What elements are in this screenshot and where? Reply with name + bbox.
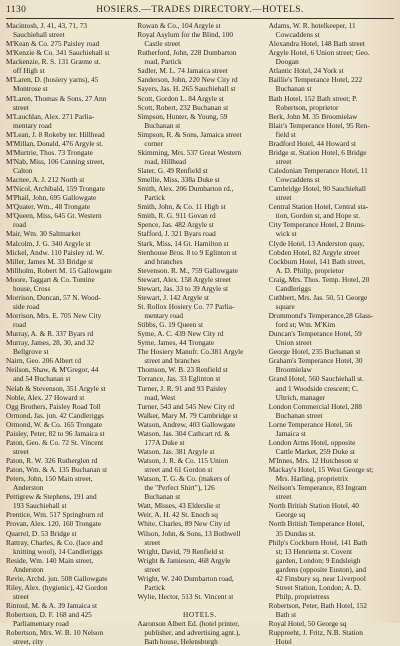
directory-entry: Turner, J. R. 91 and 93 Paisley <box>137 383 227 393</box>
directory-entry <box>137 601 262 610</box>
directory-entry: Ogg Brothers, Paisley Road Toll <box>6 401 101 411</box>
directory-entry: Wylie, Hector, 513 St. Vincent st <box>137 591 234 601</box>
directory-entry: Robertson, Mrs. W. B. 10 Nelson <box>6 628 104 638</box>
directory-entry: Cuthbert, Mrs. Jas. 50, 51 George <box>268 292 368 302</box>
directory-entry: George Hotel, 235 Buchanan st <box>268 347 361 357</box>
directory-entry: Cockburn Hotel, 141 Bath street, <box>268 256 366 266</box>
directory-entry: London Commercial Hotel, 288 <box>268 401 362 411</box>
directory-entry: Syme, A. C. 439 New City rd <box>137 329 224 339</box>
columns <box>6 21 394 646</box>
directory-entry: Rintoul, M. & A. 39 Jamaica st <box>6 601 98 610</box>
directory-entry: Central Station Hotel, Central sta- <box>268 202 369 212</box>
entry-continuation: Street Station, London; A. D. <box>275 582 361 592</box>
directory-entry: Paton, Geo. & Co. 72 St. Vincent <box>6 437 104 447</box>
entry-continuation: Robertson, proprietor <box>275 102 339 112</box>
entry-continuation: road, Partick <box>144 57 182 67</box>
page-header <box>6 3 394 17</box>
entry-continuation: Sauchiehall street <box>13 30 65 40</box>
directory-entry: Neilson, Shaw, & M'Gregor, 44 <box>6 365 99 375</box>
directory-entry: Walker, Mary M. 79 Cambridge st <box>137 410 238 420</box>
directory-entry: London Arms Hotel, opposite <box>268 437 356 447</box>
entry-continuation: A. D. Philip, proprietor <box>275 265 344 275</box>
directory-entry: M'Kean & Co. 275 Paisley road <box>6 39 100 49</box>
directory-entry: Stewart, Jas. 33 to 39 Argyle st <box>137 283 228 293</box>
header-rule <box>6 18 394 19</box>
directory-entry: Stenhouse Bros. 8 to 9 Eglinton st <box>137 247 237 257</box>
directory-entry: M'Murtrie, Thos. 73 Trongate <box>6 147 93 157</box>
directory-entry: Paton, Wm. & A. 135 Buchanan st <box>6 465 108 475</box>
directory-entry: M'Lean, J. 8 Rokeby ter. Hillhead <box>6 129 105 139</box>
directory-entry: Paton, R. W. 326 Rutherglen rd <box>6 456 98 465</box>
directory-entry: Ormond, W. & Co. 165 Trongate <box>6 419 103 429</box>
directory-entry: Scott, Robert, 232 Buchanan st <box>137 102 229 112</box>
entry-continuation: Calton <box>13 166 33 175</box>
entry-continuation: Parliamentary road <box>13 619 69 629</box>
directory-entry: M'Laren, D. (hosiery yarns), 45 <box>6 75 99 85</box>
directory-entry: St. Rollox Hosiery Co. 77 Parlia- <box>137 301 235 311</box>
directory-entry: Stafford, J. 321 Byars road <box>137 229 216 239</box>
entry-continuation: road, Hillhead <box>144 156 187 166</box>
directory-entry: Ruppreeht, J. Fritz, N.B. Station <box>268 628 363 638</box>
directory-entry: Alexandra Hotel, 148 Bath street <box>268 39 365 49</box>
directory-entry: Stevenson. R. M., 759 Gallowgate <box>137 265 238 275</box>
column-middle <box>137 21 262 646</box>
directory-entry: Graham's Temperance Hotel, 30 <box>268 356 363 366</box>
directory-entry: Rutherford, John, 228 Dumbarton <box>137 48 237 58</box>
entry-continuation: Philp, proprietress <box>275 591 330 601</box>
directory-entry: Riley, Alex. (hygienic), 42 Gordon <box>6 582 108 592</box>
directory-entry: Watson, T. G. & Co. (makers of <box>137 474 231 484</box>
entry-continuation: tion, Gordon st, and Hope st. <box>275 211 360 221</box>
entry-continuation: street <box>144 564 161 574</box>
directory-entry: Prentice, Wm. 517 Springburn rd <box>6 510 104 520</box>
page-number: 1130 <box>6 5 27 15</box>
entry-continuation: corner <box>144 138 163 148</box>
entry-continuation: side road <box>13 301 40 311</box>
directory-entry: Smith, R. G. 911 Govan rd <box>137 211 216 221</box>
directory-entry: Bradford Hotel, 44 Howard st <box>268 138 356 148</box>
directory-entry: Baillie's Temperance Hotel, 222 <box>268 75 363 85</box>
entry-continuation: Hotel <box>275 637 292 646</box>
entry-continuation: Ultrich, manager <box>275 392 326 402</box>
entry-continuation: mentary road <box>13 120 52 130</box>
directory-entry: Scott, Gordon L. 84 Argyle st <box>137 93 224 103</box>
directory-entry: Moore, Taggart & Co. Tontine <box>6 274 95 284</box>
entry-continuation: Jamaica st <box>275 428 306 438</box>
directory-entry: Quarrel, D. 53 Bridge st <box>6 528 77 538</box>
directory-entry: Murray, A. & R. 337 Byars rd <box>6 329 94 339</box>
directory-entry: Duncan's Temperance Hotel, 59 <box>268 329 362 339</box>
directory-entry: Miller, James M. 33 Bridge st <box>6 256 94 266</box>
entry-continuation: road <box>13 220 26 230</box>
directory-entry: Lorne Temperance Hotel, 56 <box>268 419 353 429</box>
entry-continuation: knitting wool), 14 Candleriggs <box>13 546 103 556</box>
entry-continuation: road <box>13 320 26 330</box>
directory-entry: Robertson, Peter, Bath Hotel, 152 <box>268 601 368 610</box>
directory-entry: M'Lauchlan, Alex. 271 Parlia- <box>6 111 95 121</box>
directory-entry: Syme, James, 44 Trongate <box>137 338 215 348</box>
entry-continuation: Doogan <box>275 57 299 67</box>
directory-entry: Skimming, Mrs. 537 Great Western <box>137 147 242 157</box>
directory-entry: M'Innes, Mrs. 12 Hutcheson st <box>268 456 359 465</box>
directory-entry: M'Phail, John, 695 Gallowgate <box>6 193 97 203</box>
directory-entry: Mackay's Hotel, 15 West George st; <box>268 465 374 475</box>
directory-entry: Sadler, M. L. 74 Jamaica street <box>137 66 228 76</box>
directory-entry: Argyle Hotel, 6 Union street; Geo. <box>268 48 370 58</box>
directory-entry: Bath Hotel, 152 Bath street; P. <box>268 93 358 103</box>
directory-entry: Reside, Wm. 140 Main street, <box>6 555 94 565</box>
directory-entry: Blair's Temperance Hotel, 95 Ren- <box>268 120 370 130</box>
directory-entry: Macnee, A. J. 212 North st <box>6 175 85 185</box>
directory-entry: M'Kenzie & Co. 341 Sauchiehall st <box>6 48 110 58</box>
directory-entry: Neilson's Temperance, 83 Ingram <box>268 483 367 493</box>
directory-entry: M'Nicol, Archibald, 159 Trongate <box>6 184 105 194</box>
entry-continuation: street <box>275 492 292 502</box>
directory-entry: M'Quater, Wm., 48 Trongate <box>6 202 90 212</box>
directory-entry: Sayers, Jas. H. 265 Sauchiehall st <box>137 84 236 94</box>
entry-continuation: publisher, and advertising agnt.), <box>144 628 241 638</box>
entry-continuation: Union street <box>275 338 312 348</box>
directory-entry: North British Temperance Hotel, <box>268 519 365 529</box>
entry-continuation: Partick <box>144 193 165 203</box>
directory-entry: Mackenzie, R. S. 131 Græme st. <box>6 57 101 67</box>
directory-entry: Morrison, Duncan, 57 N. Wood- <box>6 292 101 302</box>
directory-entry: Grand Hotel, 560 Sauchiehall st. <box>268 374 364 384</box>
directory-entry: Mair, Wm. 30 Saltmarket <box>6 229 81 239</box>
directory-entry: M'Laren, Thomas & Sons, 27 Ann <box>6 93 107 103</box>
entry-continuation: 35 Dundas st. <box>275 528 316 538</box>
entry-continuation: mentary road <box>144 311 184 320</box>
directory-entry: Watson, Andrew, 403 Gallowgate <box>137 419 236 429</box>
entry-continuation: street <box>13 446 29 456</box>
directory-entry: Bridge st. Station Hotel, 6 Bridge <box>268 147 367 157</box>
entry-continuation: street <box>144 537 161 547</box>
entry-continuation: 193 Sauchiehall st <box>13 501 67 511</box>
entry-continuation: ford st; Wm. M'Kim <box>275 320 336 330</box>
directory-entry: Drummond's Temperance,28 Glass- <box>268 311 374 320</box>
directory-entry: Malcolm, J. G. 340 Argyle st <box>6 238 91 248</box>
directory-entry: Aaronson Albert Ed. (hotel printer, <box>137 619 240 629</box>
directory-entry: Mickel, Andw. 110 Paisley rd. W. <box>6 247 104 257</box>
entry-continuation: street <box>13 102 29 112</box>
directory-entry: Ormond, Jas. jun. 42 Candleriggs <box>6 410 104 420</box>
entry-continuation: street and branches <box>144 356 201 366</box>
entry-continuation: wick st <box>275 229 297 239</box>
entry-continuation: street, city <box>13 637 44 646</box>
directory-entry: Wright, David, 79 Renfield st <box>137 546 224 556</box>
directory-entry: Watt, Misses, 43 Elderslie st <box>137 501 221 511</box>
directory-entry: Morrison, Mrs. E. 705 New City <box>6 311 102 320</box>
entry-continuation: Buchanan st <box>275 84 312 94</box>
directory-entry: Watson, Jas. 304 Cathcart rd. & <box>137 428 230 438</box>
entry-continuation: Buchanan st <box>144 120 181 130</box>
directory-entry: Millholm, Robert M. 15 Gallowgate <box>6 265 112 275</box>
entry-continuation: Cowcaddens st <box>275 30 320 40</box>
directory-entry: Wilson, John, & Sons, 13 Bothwell <box>137 528 241 538</box>
directory-entry: Robertson, D. F. 168 and 425 <box>6 610 92 620</box>
entry-continuation: square <box>275 301 295 311</box>
entry-continuation: and 1 Woodside crescent; C. <box>275 383 359 393</box>
entry-continuation: street <box>275 156 292 166</box>
directory-entry: Cambridge Hotel, 90 Sauchiehall <box>268 184 366 194</box>
directory-entry: Watson, Jas. 381 Argyle st <box>137 446 215 456</box>
entry-continuation: gardens (opposite Euston), and <box>275 564 367 574</box>
entry-continuation: Buchanan st <box>144 492 181 502</box>
entry-continuation: Montrose st <box>13 84 48 94</box>
directory-entry: Watson, J. R. & Co. 115 Union <box>137 456 229 465</box>
directory-entry: Royal Hotel, 50 George sq <box>268 619 347 629</box>
entry-continuation: Anderston <box>13 483 44 493</box>
entry-continuation: garden, London; 9 Endsleigh <box>275 555 361 565</box>
directory-entry: Murray, James, 28, 30, and 32 <box>6 338 95 348</box>
directory-entry: The Hosiery Manufr. Co.381 Argyle <box>137 347 244 357</box>
directory-entry: Noble, Alex. 27 Howard st <box>6 392 85 402</box>
entry-continuation: Buchanan street <box>275 410 323 420</box>
directory-entry: Macintosh, J. 41, 43, 71, 73 <box>6 21 88 30</box>
directory-entry: Cobden Hotel, 82 Argyle street <box>268 247 360 257</box>
column-right <box>268 21 394 646</box>
directory-entry: Pettigrew & Stephens, 191 and <box>6 492 97 502</box>
entry-continuation: George sq <box>275 510 306 520</box>
entry-continuation: street <box>13 591 29 601</box>
entry-continuation: the "Perfect Shirt"), 126 <box>144 483 215 493</box>
directory-entry: Berk, John M. 35 Broomielaw <box>268 111 358 121</box>
directory-entry: Torrance, Jas. 33 Eglinton st <box>137 374 221 384</box>
column-left <box>6 21 131 646</box>
directory-entry: Peters, John, 150 Main street, <box>6 474 93 484</box>
directory-entry: Philp's Cockburn Hotel, 141 Bath <box>268 537 368 547</box>
entry-continuation: off High st <box>13 66 45 76</box>
entry-continuation: Anderston <box>13 564 44 574</box>
directory-entry: Smellie, Miss, 338a Duke st <box>137 175 220 185</box>
directory-entry: Revie, Archd. jun. 508 Gallowgate <box>6 573 108 583</box>
directory-entry: Spence, Jas. 482 Argyle st <box>137 220 214 230</box>
directory-entry: Paisley, Peter, 82 to 96 Jamaica st <box>6 428 105 438</box>
directory-entry: Provan, Alex. 120, 160 Trongate <box>6 519 102 529</box>
directory-entry: Atlantic Hotel, 24 York st <box>268 66 344 76</box>
directory-entry: Nairn, Geo. 206 Albert rd <box>6 356 81 366</box>
directory-entry: Thomson, W. B. 23 Renfield st <box>137 365 228 375</box>
entry-continuation: Bath st <box>275 610 297 620</box>
directory-entry: Royal Asylum for the Blind, 100 <box>137 30 233 40</box>
directory-entry: Caledonian Temperance Hotel, 11 <box>268 166 368 175</box>
directory-entry: City Temperance Hotel, 2 Bruns- <box>268 220 366 230</box>
directory-entry: Simpson, Hunter, & Young, 59 <box>137 111 228 121</box>
directory-entry: Stark, Miss, 14 Gt. Hamilton st <box>137 238 229 248</box>
entry-continuation: Cattle Market, 259 Duke st <box>275 446 355 456</box>
entry-continuation: 177A Duke st <box>144 437 185 447</box>
entry-continuation: st; 13 Henrietta st. Covent <box>275 546 353 556</box>
entry-continuation: Partick <box>144 582 165 592</box>
directory-entry: White, Charles, 89 New City rd <box>137 519 230 529</box>
entry-continuation: street <box>275 193 292 203</box>
entry-continuation: field st <box>275 129 296 139</box>
directory-entry: Stibbs, G. 19 Queen st <box>137 320 204 330</box>
directory-entry: M'Nab, Miss, 106 Canning street, <box>6 156 105 166</box>
directory-entry: Wright, W. 240 Dumbarton road, <box>137 573 234 583</box>
entry-continuation: Mrs. Harling, proprietrix <box>275 474 349 484</box>
directory-entry: Rattray, Charles, & Co. (lace and <box>6 537 103 547</box>
directory-entry: Simpson, R. & Sons, Jamaica street <box>137 129 242 139</box>
entry-continuation: Bellgrove st <box>13 347 49 357</box>
directory-entry: Turner, 543 and 545 New City rd <box>137 401 235 411</box>
entry-continuation: street and 61 Gordon st <box>144 465 213 475</box>
directory-entry: Craig, Mrs. Thos. Temp. Hotel, 20 <box>268 274 370 284</box>
directory-entry: Adams, W. R. hotelkeeper, 11 <box>268 21 356 30</box>
directory-entry: Weir, A. H. 42 St. Enoch sq <box>137 510 218 520</box>
entry-continuation: and 54 Buchanan st <box>13 374 71 384</box>
directory-entry: Smith, Alex. 206 Dumbarton rd., <box>137 184 234 194</box>
directory-entry: Rowan & Co., 104 Argyle st <box>137 21 221 30</box>
entry-continuation: 42 Finsbury sq. near Liverpool <box>275 573 366 583</box>
entry-continuation: Castle street <box>144 39 181 49</box>
directory-entry: Clyde Hotel, 13 Anderston quay, <box>268 238 365 248</box>
running-title: HOSIERS.—TRADES DIRECTORY.—HOTELS. <box>96 5 304 15</box>
entry-continuation: Candleriggs <box>275 283 311 293</box>
entry-continuation: house, Cross <box>13 283 51 293</box>
directory-entry: Stewart, J. 142 Argyle st <box>137 292 209 302</box>
directory-entry: Smith, John, & Co. 11 High st <box>137 202 226 212</box>
entry-continuation: and branches <box>144 256 183 266</box>
entry-continuation: Broomielaw <box>275 365 312 375</box>
section-heading: HOTELS. <box>182 610 217 620</box>
directory-entry: North British Station Hotel, 40 <box>268 501 359 511</box>
directory-entry: M'Queen, Miss, 645 Gt. Western <box>6 211 102 221</box>
entry-continuation: Cowcaddens st <box>275 175 320 185</box>
directory-entry: Nelab & Stevenson, 351 Argyle st <box>6 383 106 393</box>
directory-entry: Slater, G. 49 Renfield st <box>137 166 208 175</box>
directory-entry: Stewart, Alex. 158 Argyle street <box>137 274 231 284</box>
directory-entry: Sanderson, John, 220 New City rd <box>137 75 238 85</box>
directory-entry: M'Millan, Donald, 476 Argyle st. <box>6 138 104 148</box>
entry-continuation: Bath house, Helensburgh <box>144 637 218 646</box>
directory-entry: Wright & Jamieson, 468 Argyle <box>137 555 231 565</box>
entry-continuation: road, West <box>144 392 176 402</box>
